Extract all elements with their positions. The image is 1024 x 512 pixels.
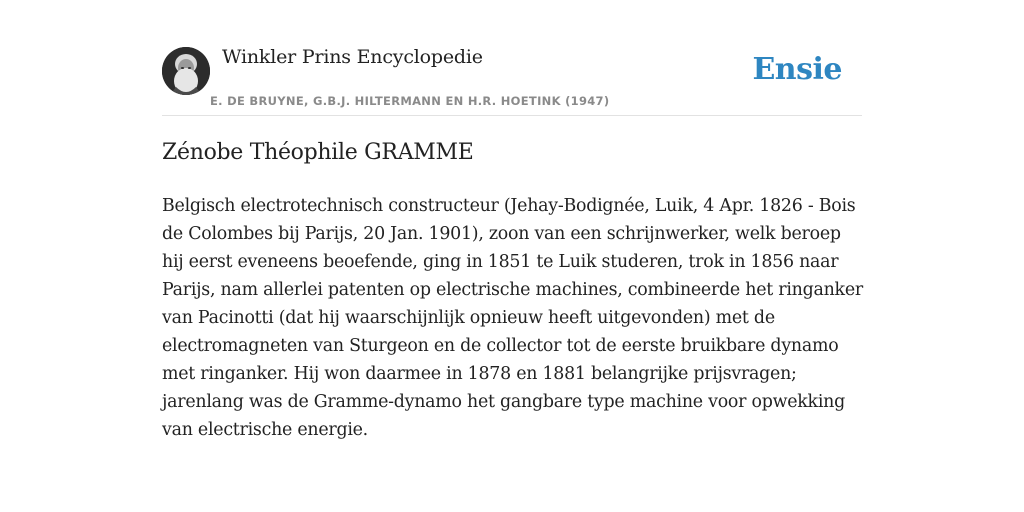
portrait-avatar-icon [162,47,210,95]
article-body: Belgisch electrotechnisch constructeur (Jehay-Bodignée, Luik, 4 Apr. 1826 - Bois de Colombes bij Parijs, 20 Jan. 1901), zoon van een schrijnwerker, welk beroep hij eerst eveneens beoefende, ging in 1851 te Luik studeren, trok in 1856 naar Parijs, nam allerlei patenten op electrische machines, combineerde het ringanker van Pacinotti (dat hij waarschijnlijk opnieuw heeft uitgevonden) met de electromagneten van Sturgeon en de collector tot de eerste bruikbare dynamo met ringanker. Hij won daarmee in 1878 en 1881 belangrijke prijsvragen; jarenlang was de Gramme-dynamo het gangbare type machine voor opwekking van electrische energie. [162,196,863,440]
source-title[interactable]: Winkler Prins Encyclopedie [222,46,483,68]
source-authors: E. DE BRUYNE, G.B.J. HILTERMANN EN H.R. HOETINK (1947) [210,94,610,108]
brand-logo[interactable]: Ensie [752,52,842,87]
header [162,44,862,116]
article-title: Zénobe Théophile GRAMME [162,140,474,165]
